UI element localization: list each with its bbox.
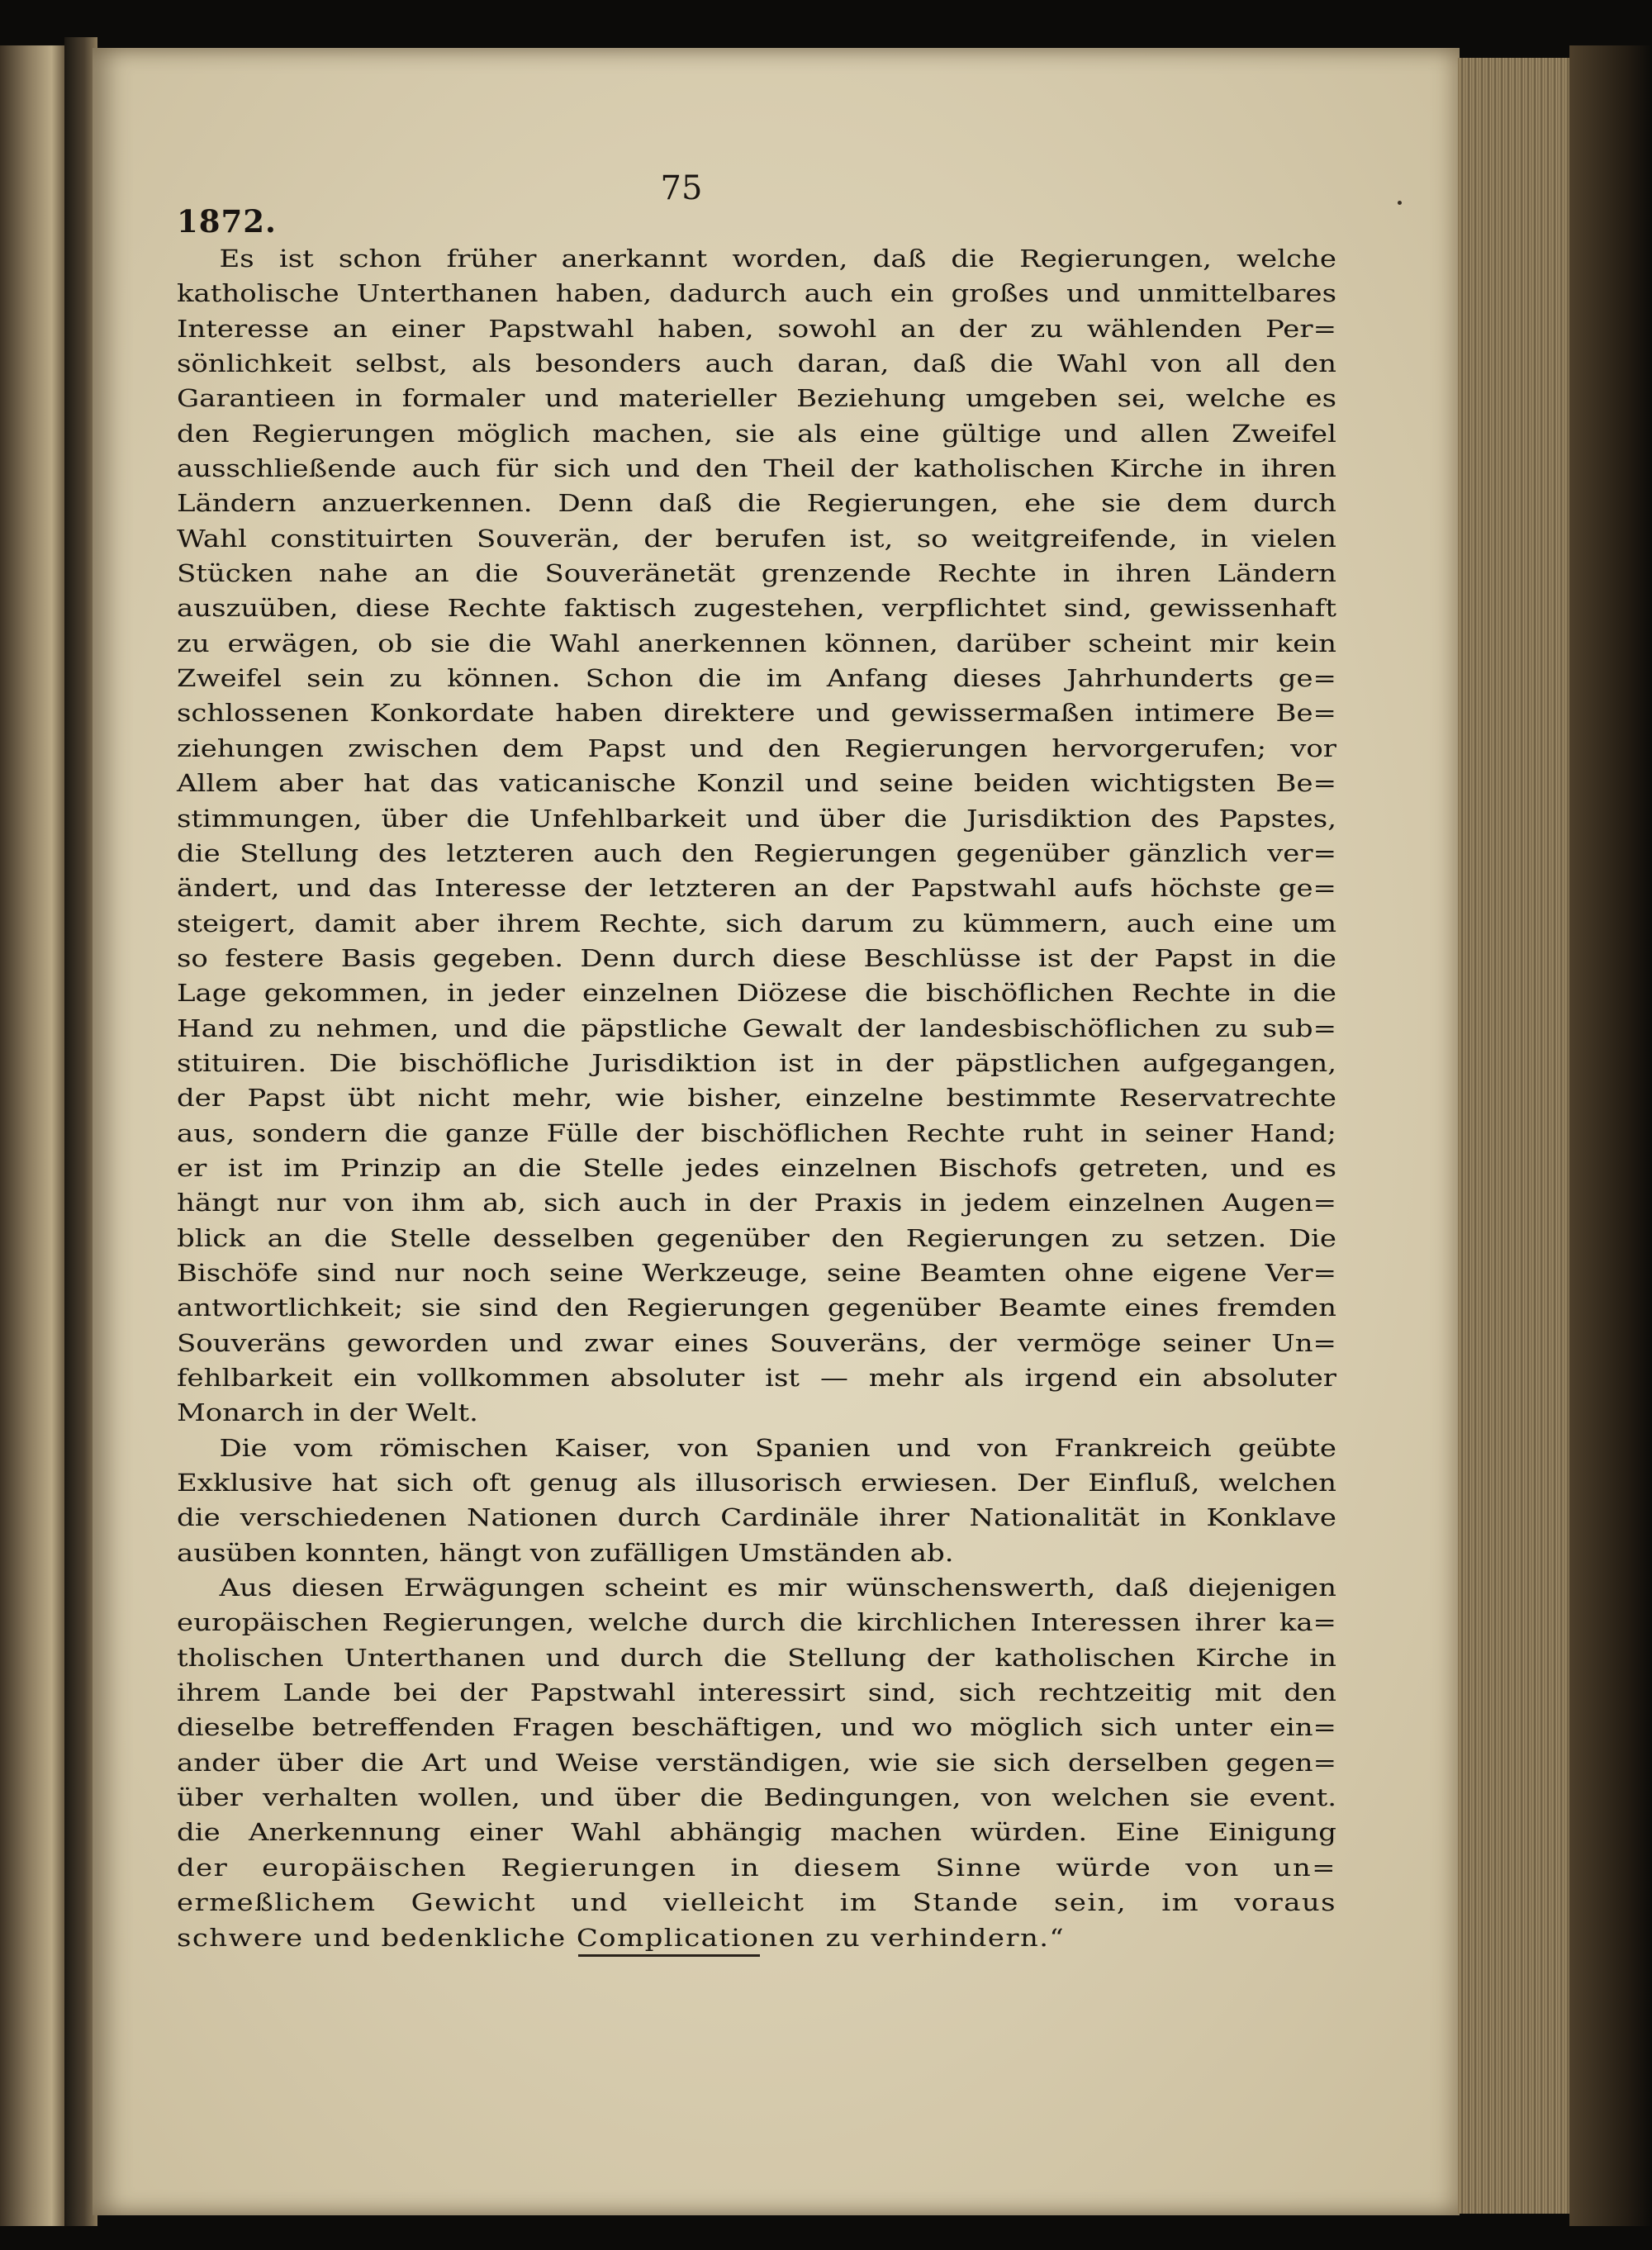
text-line: Monarch in der Welt. bbox=[177, 1398, 478, 1427]
text-line: Garantieen in formaler und materieller Beziehung umgeben sei, welche es bbox=[177, 384, 1336, 413]
text-line: ausschließende auch für sich und den Theil der katholischen Kirche in ihren bbox=[177, 454, 1336, 483]
text-line: Lage gekommen, in jeder einzelnen Diözese die bischöflichen Rechte in die bbox=[177, 979, 1336, 1008]
text-line: tholischen Unterthanen und durch die Stellung der katholischen Kirche in bbox=[177, 1643, 1336, 1672]
text-line: Interesse an einer Papstwahl haben, sowohl an der zu wählenden Per= bbox=[177, 314, 1336, 343]
text-line: Exklusive hat sich oft genug als illusorisch erwiesen. Der Einfluß, welchen bbox=[177, 1469, 1336, 1498]
text-line: über verhalten wollen, und über die Bedingungen, von welchen sie event. bbox=[177, 1783, 1336, 1812]
text-line: europäischen Regierungen, welche durch die kirchlichen Interessen ihrer ka= bbox=[177, 1608, 1336, 1637]
text-line: Allem aber hat das vaticanische Konzil und seine beiden wichtigsten Be= bbox=[177, 769, 1336, 798]
text-line: schlossenen Konkordate haben direktere und gewissermaßen intimere Be= bbox=[177, 699, 1336, 728]
text-line: so festere Basis gegeben. Denn durch diese Beschlüsse ist der Papst in die bbox=[177, 943, 1336, 972]
text-line: ausüben konnten, hängt von zufälligen Umständen ab. bbox=[177, 1538, 954, 1567]
text-line: Bischöfe sind nur noch seine Werkzeuge, seine Beamten ohne eigene Ver= bbox=[177, 1258, 1336, 1287]
text-line: der Papst übt nicht mehr, wie bisher, einzelne bestimmte Reservatrechte bbox=[177, 1084, 1336, 1113]
text-line: antwortlichkeit; sie sind den Regierungen gegenüber Beamte eines fremden bbox=[177, 1294, 1336, 1322]
text-line: Die vom römischen Kaiser, von Spanien und von Frankreich geübte bbox=[219, 1433, 1337, 1462]
paragraph-2 bbox=[177, 1431, 1336, 1570]
text-line: Hand zu nehmen, und die päpstliche Gewalt der landesbischöflichen zu sub= bbox=[177, 1013, 1336, 1042]
page-number: 75 bbox=[660, 169, 703, 207]
text-line: den Regierungen möglich machen, sie als eine gültige und allen Zweifel bbox=[177, 419, 1336, 448]
text-line: aus, sondern die ganze Fülle der bischöflichen Rechte ruht in seiner Hand; bbox=[177, 1118, 1336, 1147]
end-rule bbox=[578, 1954, 760, 1957]
text-line: Zweifel sein zu können. Schon die im Anfang dieses Jahrhunderts ge= bbox=[177, 664, 1336, 693]
paragraph-1 bbox=[177, 241, 1336, 1431]
text-line: stituiren. Die bischöfliche Jurisdiktion ist in der päpstlichen aufgegangen, bbox=[177, 1048, 1336, 1077]
text-line: Wahl constituirten Souverän, der berufen ist, so weitgreifende, in vielen bbox=[177, 524, 1336, 553]
text-line: fehlbarkeit ein vollkommen absoluter ist — mehr als irgend ein absoluter bbox=[177, 1364, 1336, 1392]
text-line: ändert, und das Interesse der letzteren an der Papstwahl aufs höchste ge= bbox=[177, 874, 1336, 903]
ink-speck bbox=[1398, 201, 1402, 205]
text-line: sönlichkeit selbst, als besonders auch daran, daß die Wahl von all den bbox=[177, 349, 1336, 378]
text-line: die Anerkennung einer Wahl abhängig machen würden. Eine Einigung bbox=[177, 1818, 1336, 1847]
text-line: der europäischen Regierungen in diesem Sinne würde von un= bbox=[177, 1853, 1336, 1882]
text-line: ermeßlichem Gewicht und vielleicht im Stande sein, im voraus bbox=[177, 1888, 1336, 1917]
text-line: Es ist schon früher anerkannt worden, daß die Regierungen, welche bbox=[219, 244, 1337, 273]
book-binding bbox=[1569, 45, 1652, 2226]
text-line: er ist im Prinzip an die Stelle jedes einzelnen Bischofs getreten, und es bbox=[177, 1153, 1336, 1182]
body-text bbox=[177, 241, 1336, 1955]
text-line: die verschiedenen Nationen durch Cardinäle ihrer Nationalität in Konklave bbox=[177, 1503, 1336, 1532]
year-header: 1872. bbox=[177, 203, 277, 240]
text-line: auszuüben, diese Rechte faktisch zugestehen, verpflichtet sind, gewissenhaft bbox=[177, 594, 1336, 623]
text-line: Aus diesen Erwägungen scheint es mir wünschenswerth, daß diejenigen bbox=[219, 1574, 1337, 1602]
text-line: dieselbe betreffenden Fragen beschäftigen, und wo möglich sich unter ein= bbox=[177, 1713, 1336, 1742]
page-stack-edge bbox=[1458, 58, 1574, 2214]
text-line: stimmungen, über die Unfehlbarkeit und über die Jurisdiktion des Papstes, bbox=[177, 804, 1336, 833]
text-line: ander über die Art und Weise verständigen, wie sie sich derselben gegen= bbox=[177, 1748, 1336, 1777]
text-line: katholische Unterthanen haben, dadurch auch ein großes und unmittelbares bbox=[177, 279, 1336, 308]
text-line: blick an die Stelle desselben gegenüber den Regierungen zu setzen. Die bbox=[177, 1223, 1336, 1252]
text-line: steigert, damit aber ihrem Rechte, sich darum zu kümmern, auch eine um bbox=[177, 909, 1336, 938]
text-line: zu erwägen, ob sie die Wahl anerkennen können, darüber scheint mir kein bbox=[177, 629, 1336, 657]
text-line: die Stellung des letzteren auch den Regierungen gegenüber gänzlich ver= bbox=[177, 838, 1336, 867]
paragraph-3 bbox=[177, 1570, 1336, 1955]
text-line: schwere und bedenkliche Complicationen zu verhindern.“ bbox=[177, 1923, 1066, 1952]
text-line: Ländern anzuerkennen. Denn daß die Regierungen, ehe sie dem durch bbox=[177, 489, 1336, 518]
text-line: hängt nur von ihm ab, sich auch in der Praxis in jedem einzelnen Augen= bbox=[177, 1189, 1336, 1218]
facing-page-edge bbox=[0, 45, 64, 2226]
text-line: ihrem Lande bei der Papstwahl interessirt sind, sich rechtzeitig mit den bbox=[177, 1678, 1336, 1707]
text-line: Stücken nahe an die Souveränetät grenzende Rechte in ihren Ländern bbox=[177, 559, 1336, 588]
text-line: Souveräns geworden und zwar eines Souveräns, der vermöge seiner Un= bbox=[177, 1328, 1336, 1357]
text-line: ziehungen zwischen dem Papst und den Regierungen hervorgerufen; vor bbox=[177, 733, 1336, 762]
